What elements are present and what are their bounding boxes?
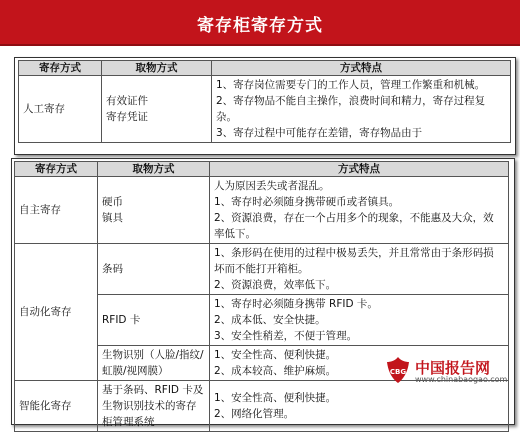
retrieval-cell: 生物识别（人脸/指纹/虹膜/视网膜） (98, 346, 210, 381)
retrieval-item: 硬币 (102, 196, 123, 208)
method-cell: 智能化寄存 (15, 381, 98, 432)
storage-methods-table (14, 161, 509, 432)
header-features: 方式特点 (212, 61, 511, 76)
watermark-name: 中国报告网 (415, 359, 491, 377)
features-cell (212, 76, 511, 143)
table-row (15, 244, 509, 295)
feature-item: 2、网络化管理。 (214, 408, 295, 420)
feature-item: 3、安全性稍差，不便于管理。 (214, 330, 358, 342)
features-cell (210, 177, 509, 244)
method-cell: 自动化寄存 (15, 244, 98, 381)
table-row (19, 76, 511, 143)
feature-item: 2、寄存物品不能自主操作，浪费时间和精力，寄存过程复杂。 (216, 95, 486, 123)
banner-divider (0, 44, 520, 46)
header-method: 寄存方式 (15, 162, 98, 177)
watermark-url: www.chinabaogao.com (415, 375, 508, 384)
retrieval-item: 镇具 (102, 212, 123, 224)
retrieval-cell: 基于条码、RFID 卡及生物识别技术的寄存柜管理系统 (98, 381, 210, 432)
features-cell (210, 381, 509, 432)
retrieval-cell (98, 177, 210, 244)
feature-item: 人为原因丢失或者混乱。 (214, 180, 330, 192)
feature-item: 2、成本较高、维护麻烦。 (214, 365, 337, 377)
retrieval-item: 有效证件 (106, 95, 148, 107)
header-method: 寄存方式 (19, 61, 102, 76)
page-title: 寄存柜寄存方式 (197, 15, 323, 36)
header-retrieval: 取物方式 (98, 162, 210, 177)
retrieval-item: 寄存凭证 (106, 111, 148, 123)
feature-item: 1、寄存时必须随身携带 RFID 卡。 (214, 298, 378, 310)
feature-item: 2、成本低、安全快捷。 (214, 314, 326, 326)
feature-item: 1、安全性高、便利快捷。 (214, 392, 337, 404)
table-header-row (19, 61, 511, 76)
feature-item: 3、寄存过程中可能存在差错，寄存物品由于 (216, 127, 423, 139)
header-retrieval: 取物方式 (102, 61, 212, 76)
logo-mark-text: CBG (389, 368, 407, 376)
table-header-row (15, 162, 509, 177)
table-row (15, 381, 509, 432)
features-cell (210, 295, 509, 346)
watermark-logo (385, 356, 515, 386)
method-cell: 自主寄存 (15, 177, 98, 244)
manual-storage-table (18, 60, 511, 143)
retrieval-cell (102, 76, 212, 143)
retrieval-cell: 条码 (98, 244, 210, 295)
feature-item: 1、寄存时必须随身携带硬币或者镇具。 (214, 196, 400, 208)
method-cell: 人工寄存 (19, 76, 102, 143)
feature-item: 1、寄存岗位需要专门的工作人员，管理工作繁重和机械。 (216, 79, 486, 91)
feature-item: 1、条形码在使用的过程中极易丢失，并且常常由于条形码损坏而不能打开箱柜。 (214, 247, 494, 275)
header-features: 方式特点 (210, 162, 509, 177)
feature-item: 2、资源浪费，存在一个占用多个的现象，不能惠及大众，效率低下。 (214, 212, 494, 240)
table-row (15, 177, 509, 244)
title-banner (0, 0, 520, 46)
cbg-logo-icon (385, 356, 411, 384)
feature-item: 2、资源浪费，效率低下。 (214, 279, 337, 291)
feature-item: 1、安全性高、便利快捷。 (214, 349, 337, 361)
retrieval-cell: RFID 卡 (98, 295, 210, 346)
features-cell (210, 244, 509, 295)
